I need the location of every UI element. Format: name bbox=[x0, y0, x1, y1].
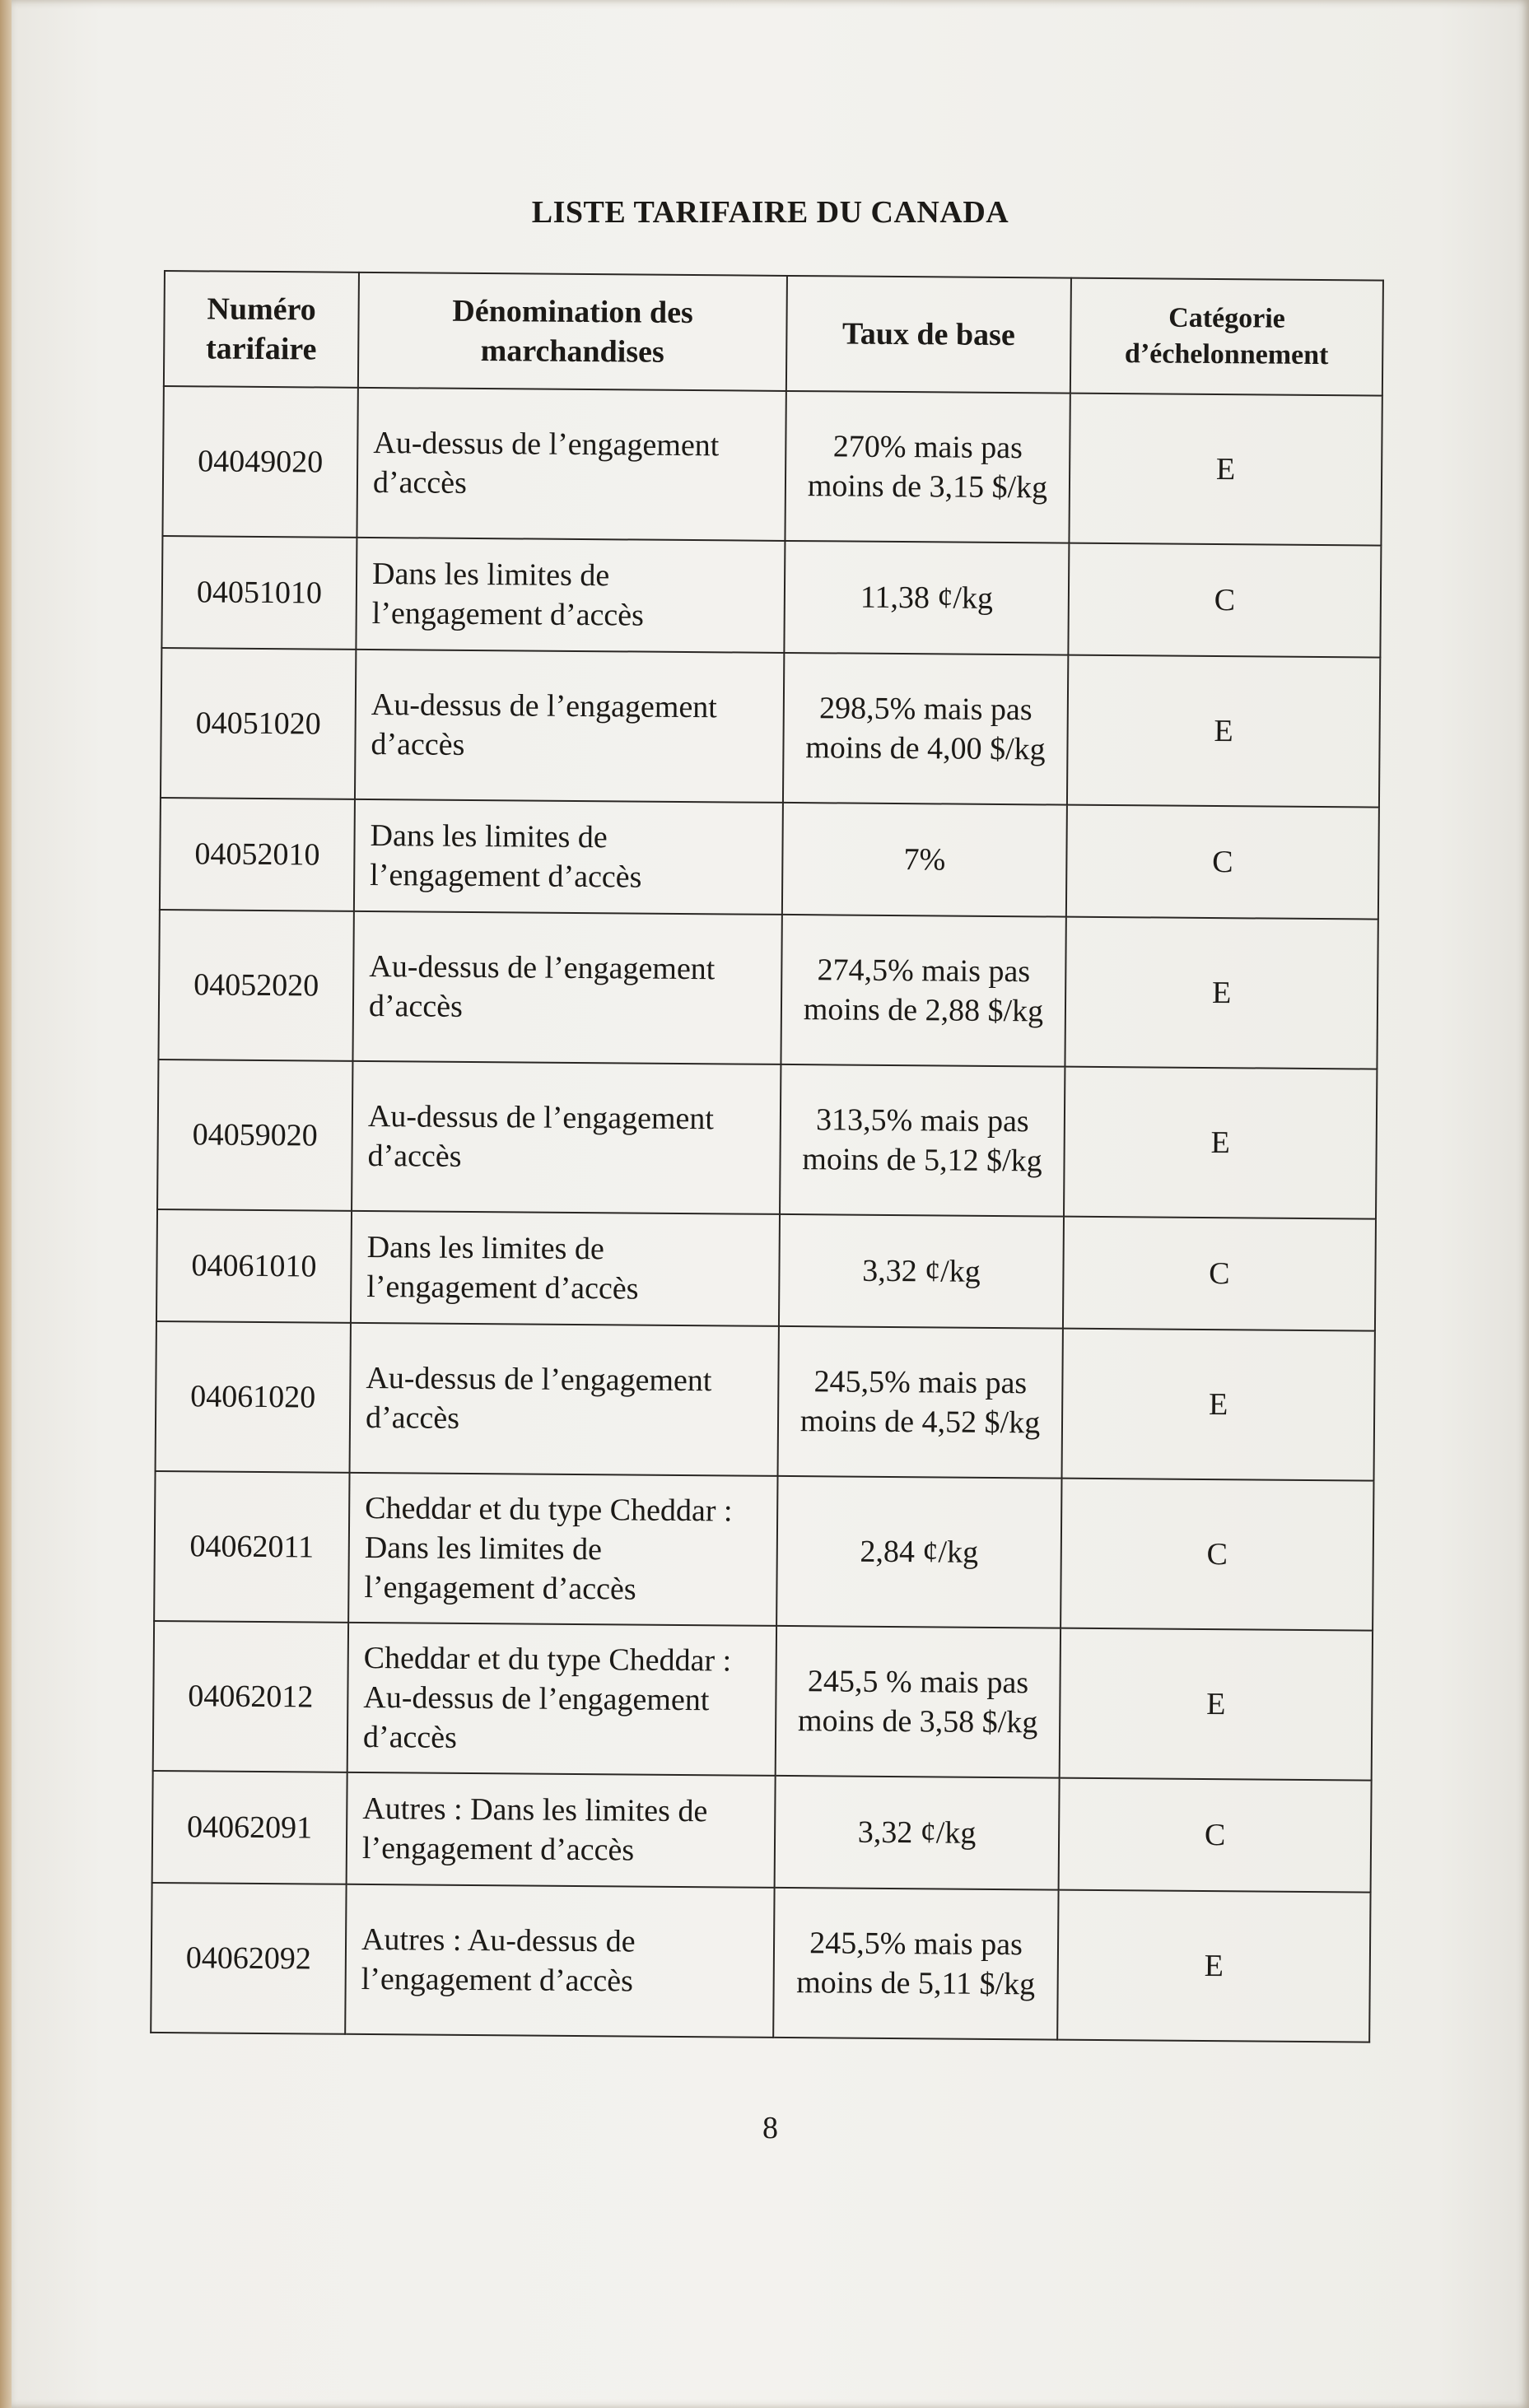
base-rate: 11,38 ¢/kg bbox=[784, 541, 1069, 655]
tariff-number: 04062012 bbox=[153, 1621, 348, 1772]
table-row bbox=[158, 910, 1377, 1069]
table-row bbox=[154, 1471, 1373, 1631]
staging-category: E bbox=[1064, 1067, 1377, 1219]
header-staging-category: Catégorie d’échelonnement bbox=[1070, 278, 1383, 396]
base-rate: 3,32 ¢/kg bbox=[779, 1214, 1064, 1329]
goods-description: Au-dessus de l’engagement d’accès bbox=[352, 1061, 781, 1214]
base-rate: 7% bbox=[782, 803, 1067, 917]
base-rate: 245,5% mais pas moins de 4,52 $/kg bbox=[778, 1326, 1063, 1479]
staging-category: C bbox=[1061, 1479, 1373, 1631]
document-page bbox=[12, 0, 1529, 2408]
staging-category: E bbox=[1069, 394, 1382, 546]
table-row bbox=[161, 536, 1381, 658]
goods-description: Autres : Au-dessus de l’engagement d’accès bbox=[345, 1884, 774, 2038]
staging-category: E bbox=[1060, 1628, 1373, 1781]
goods-description: Cheddar et du type Cheddar : Au-dessus de l’engagement d’accès bbox=[347, 1623, 776, 1776]
tariff-number: 04052010 bbox=[160, 798, 355, 911]
header-tariff-number: Numéro tarifaire bbox=[164, 271, 359, 388]
base-rate: 245,5% mais pas moins de 5,11 $/kg bbox=[773, 1888, 1058, 2040]
base-rate: 270% mais pas moins de 3,15 $/kg bbox=[785, 391, 1070, 543]
goods-description: Dans les limites de l’engagement d’accès bbox=[351, 1211, 780, 1326]
staging-category: C bbox=[1059, 1778, 1372, 1893]
table-row bbox=[157, 1060, 1377, 1219]
tariff-number: 04062091 bbox=[152, 1771, 347, 1884]
table-row bbox=[156, 1321, 1375, 1481]
tariff-number: 04049020 bbox=[162, 386, 357, 538]
table-row bbox=[151, 1883, 1370, 2042]
goods-description: Au-dessus de l’engagement d’accès bbox=[352, 911, 781, 1064]
goods-description: Dans les limites de l’engagement d’accès bbox=[356, 538, 785, 653]
staging-category: C bbox=[1063, 1217, 1376, 1331]
header-description: Dénomination des marchandises bbox=[358, 272, 787, 391]
goods-description: Cheddar et du type Cheddar : Dans les limites de l’engagement d’accès bbox=[348, 1473, 777, 1626]
page-number: 8 bbox=[762, 2111, 778, 2145]
staging-category: E bbox=[1062, 1329, 1375, 1481]
goods-description: Autres : Dans les limites de l’engagement d’accès bbox=[347, 1772, 776, 1888]
tariff-number: 04062011 bbox=[154, 1471, 349, 1623]
tariff-table-container bbox=[150, 270, 1382, 2043]
base-rate: 2,84 ¢/kg bbox=[776, 1476, 1061, 1628]
table-row bbox=[152, 1771, 1372, 1893]
tariff-number: 04059020 bbox=[157, 1060, 352, 1211]
staging-category: E bbox=[1065, 917, 1377, 1069]
base-rate: 313,5% mais pas moins de 5,12 $/kg bbox=[780, 1064, 1065, 1217]
tariff-number: 04061020 bbox=[156, 1321, 351, 1473]
header-base-rate: Taux de base bbox=[786, 276, 1071, 394]
table-header-row bbox=[164, 271, 1383, 396]
book-spine-edge bbox=[0, 0, 12, 2408]
staging-category: C bbox=[1068, 543, 1381, 658]
table-row bbox=[153, 1621, 1373, 1781]
page-title: LISTE TARIFAIRE DU CANADA bbox=[531, 195, 1009, 230]
base-rate: 298,5% mais pas moins de 4,00 $/kg bbox=[783, 653, 1068, 805]
base-rate: 274,5% mais pas moins de 2,88 $/kg bbox=[781, 915, 1065, 1067]
table-row bbox=[161, 648, 1380, 808]
tariff-number: 04052020 bbox=[158, 910, 353, 1061]
base-rate: 3,32 ¢/kg bbox=[775, 1776, 1060, 1890]
table-row bbox=[156, 1209, 1376, 1331]
goods-description: Au-dessus de l’engagement d’accès bbox=[350, 1323, 779, 1476]
table-row bbox=[162, 386, 1382, 546]
table-row bbox=[160, 798, 1379, 920]
staging-category: E bbox=[1057, 1890, 1370, 2042]
goods-description: Au-dessus de l’engagement d’accès bbox=[357, 388, 785, 541]
tariff-number: 04051020 bbox=[161, 648, 356, 799]
staging-category: E bbox=[1067, 655, 1380, 808]
staging-category: C bbox=[1066, 805, 1379, 920]
tariff-number: 04051010 bbox=[161, 536, 357, 650]
tariff-number: 04062092 bbox=[151, 1883, 346, 2034]
goods-description: Dans les limites de l’engagement d’accès bbox=[354, 799, 783, 915]
tariff-table bbox=[150, 270, 1384, 2043]
tariff-number: 04061010 bbox=[156, 1209, 352, 1323]
base-rate: 245,5 % mais pas moins de 3,58 $/kg bbox=[776, 1626, 1061, 1778]
goods-description: Au-dessus de l’engagement d’accès bbox=[355, 650, 784, 803]
